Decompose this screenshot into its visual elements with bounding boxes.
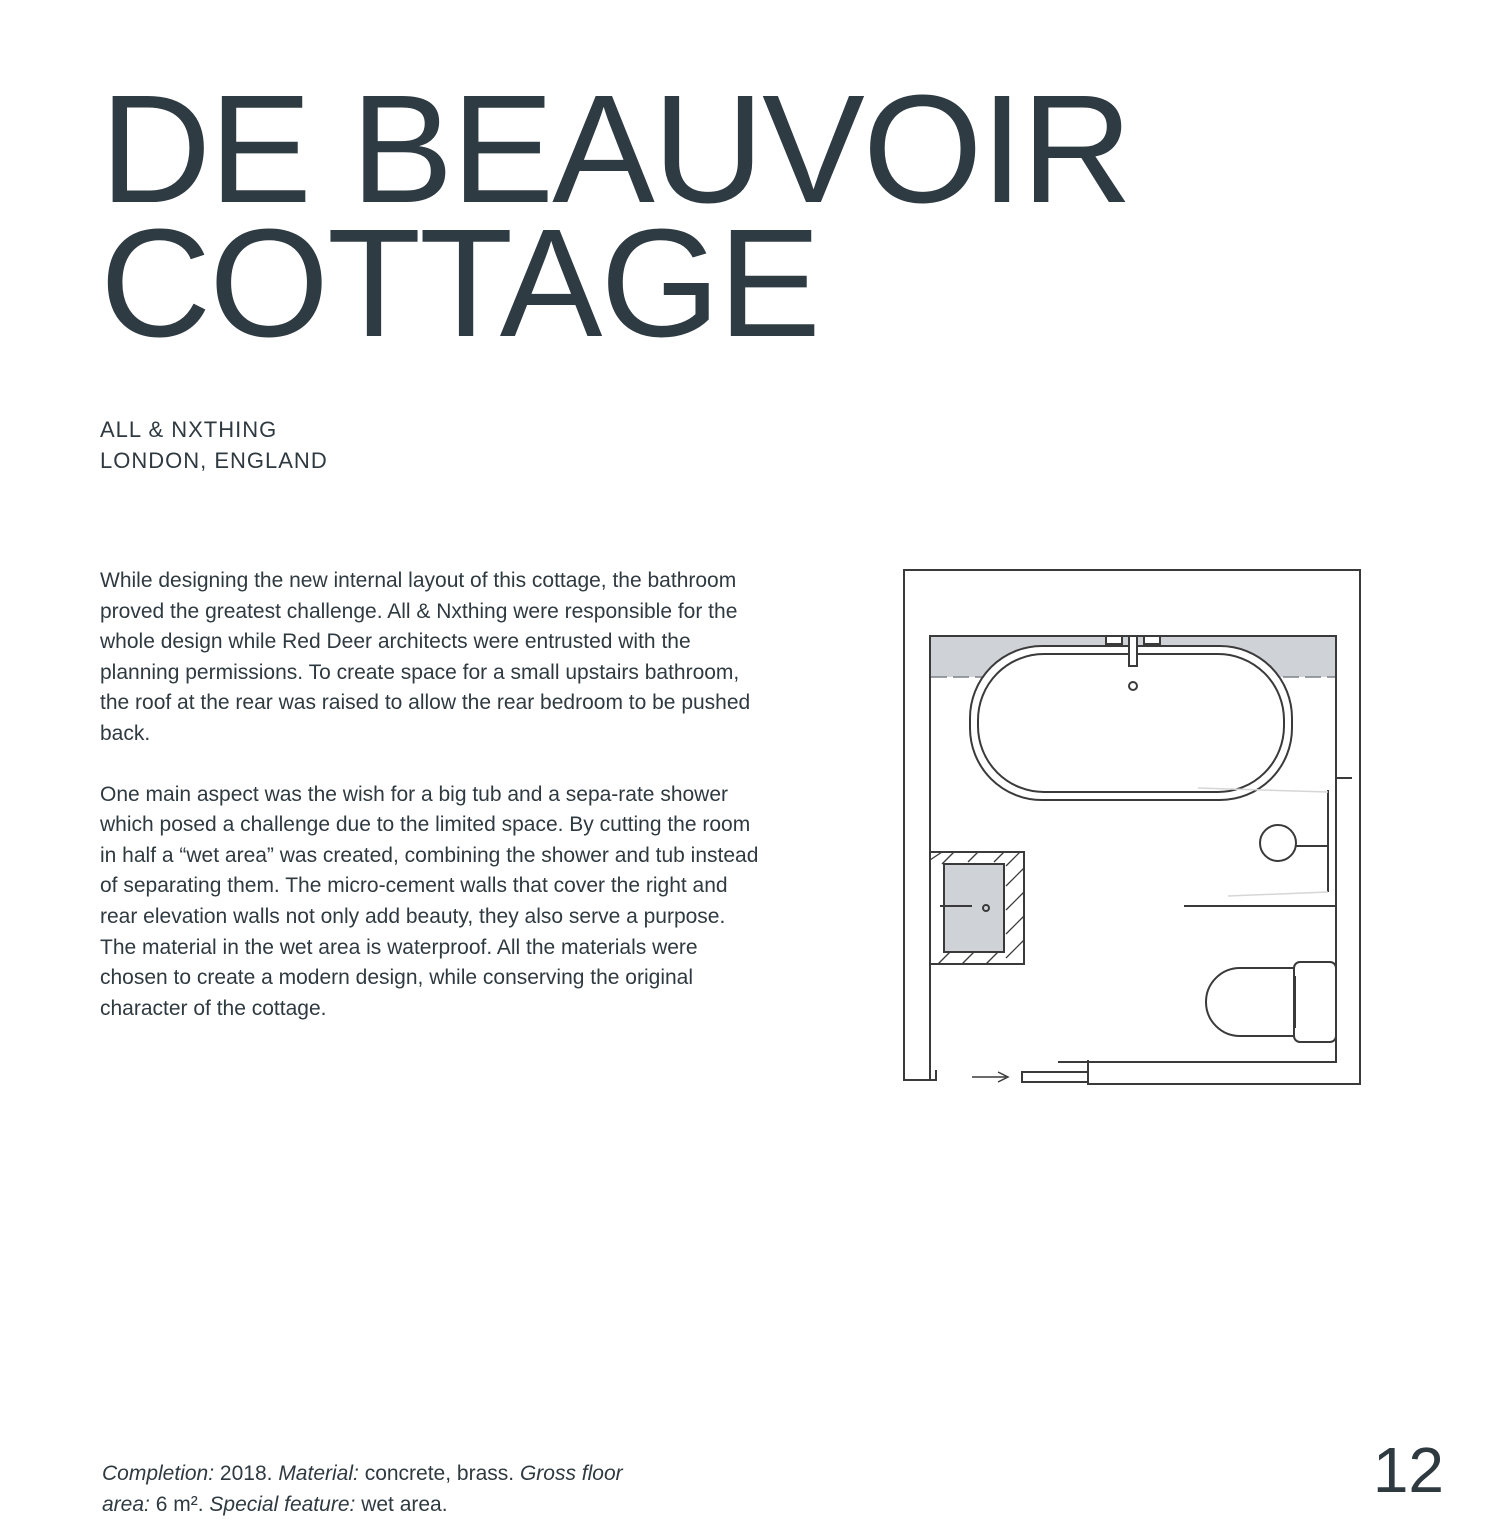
material-value: concrete, brass. [364,1462,515,1485]
project-byline [100,414,328,476]
plan-sink-basin [944,864,1004,952]
project-location: LONDON, ENGLAND [100,448,328,473]
project-description [100,566,760,1054]
area-label: Gross floor area: [102,1462,623,1516]
feature-label: Special feature: [209,1493,356,1516]
completion-value: 2018. [219,1462,273,1485]
plan-bathtub [970,646,1292,800]
title-line-2: COTTAGE [100,197,819,369]
plan-shower-head [1260,825,1296,861]
plan-toilet [1206,968,1294,1036]
bathroom-floor-plan [898,566,1364,1092]
description-paragraph-1: While designing the new internal layout of this cottage, the bathroom proved the greatest challenge. All & Nxthing were responsible for the whole design while Red Deer architects were entrusted with the planning permissions. To create space for a small upstairs bathroom, the roof at the rear was raised to allow the rear bedroom to be pushed back. [100,569,751,745]
plan-outer-wall-bottom-left [904,1070,936,1080]
project-facts [102,1458,662,1520]
area-value: 6 m². [155,1493,204,1516]
completion-label: Completion: [102,1462,215,1485]
feature-value: wet area. [361,1493,448,1516]
page-number: 12 [1372,1434,1444,1506]
description-paragraph-2: One main aspect was the wish for a big tub and a sepa-rate shower which posed a challenge due to the limited space. By cutting the room in half a “wet area” was created, combining the shower and tub instead of separating them. The micro-cement walls that cover the right and rear elevation walls not only add beauty, they also serve a purpose. The material in the wet area is waterproof. All the materials were chosen to create a modern design, while conserving the original character of the cottage. [100,782,759,1020]
plan-door-jamb [1022,1072,1088,1082]
material-label: Material: [278,1462,359,1485]
title-line-1: DE BEAUVOIR [100,63,1131,235]
page-title [100,63,1200,369]
architect-name: ALL & NXTHING [100,417,278,442]
